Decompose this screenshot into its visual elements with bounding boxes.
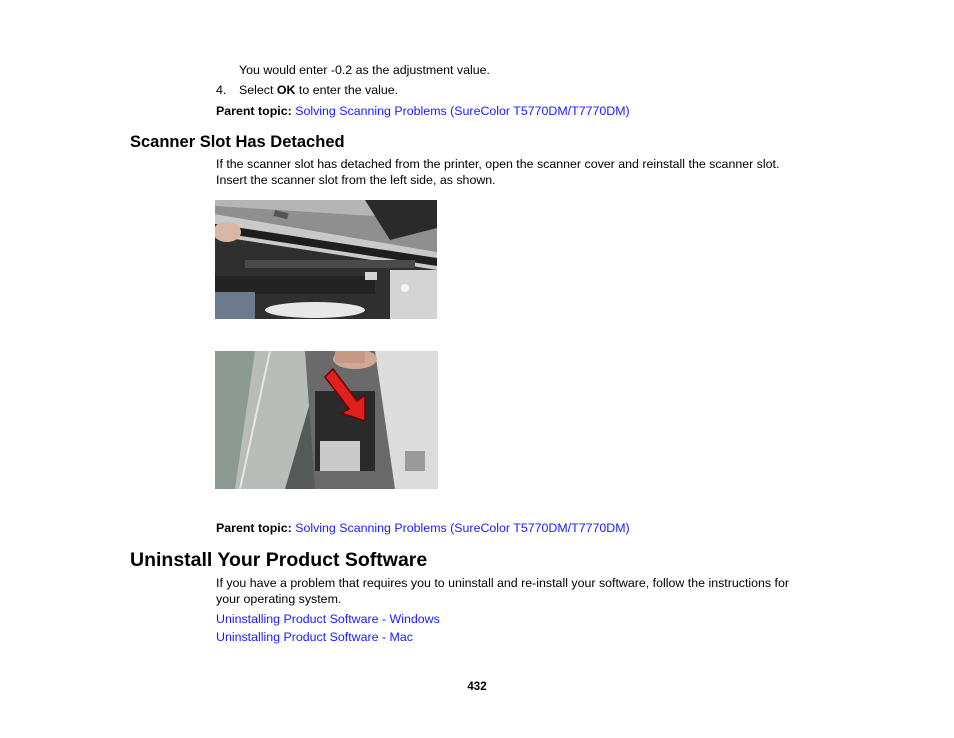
section-heading-scanner-slot: Scanner Slot Has Detached — [130, 133, 345, 151]
scanner-slot-photo-1 — [215, 200, 437, 319]
scanner-slot-photo-2 — [215, 351, 438, 489]
scanner-slot-paragraph-line1: If the scanner slot has detached from the printer, open the scanner cover and reinstall the scanner slot. — [216, 157, 780, 171]
scanner-slot-paragraph-line2: Insert the scanner slot from the left side, as shown. — [216, 173, 496, 187]
step-4-number: 4. — [216, 83, 227, 97]
step-4-ok: OK — [276, 83, 296, 97]
parent-topic-2 — [216, 520, 630, 536]
section-heading-uninstall: Uninstall Your Product Software — [130, 549, 428, 571]
uninstall-paragraph-line2: your operating system. — [216, 592, 342, 606]
parent-topic-1 — [216, 103, 630, 119]
step-4-pre: Select — [239, 83, 277, 97]
step-4-text — [239, 82, 398, 98]
parent-topic-label: Parent topic: — [216, 104, 292, 118]
uninstall-mac-link[interactable]: Uninstalling Product Software - Mac — [216, 630, 413, 644]
uninstall-windows-link[interactable]: Uninstalling Product Software - Windows — [216, 612, 440, 626]
step-4-post: to enter the value. — [295, 83, 399, 97]
adjustment-note: You would enter -0.2 as the adjustment value. — [239, 63, 490, 77]
uninstall-paragraph-line1: If you have a problem that requires you to uninstall and re-install your software, follow the instructions for — [216, 576, 790, 590]
parent-topic-link[interactable]: Solving Scanning Problems (SureColor T5770DM/T7770DM) — [295, 104, 630, 118]
parent-topic-link[interactable]: Solving Scanning Problems (SureColor T5770DM/T7770DM) — [295, 521, 630, 535]
page-number: 432 — [467, 681, 487, 693]
parent-topic-label: Parent topic: — [216, 521, 292, 535]
